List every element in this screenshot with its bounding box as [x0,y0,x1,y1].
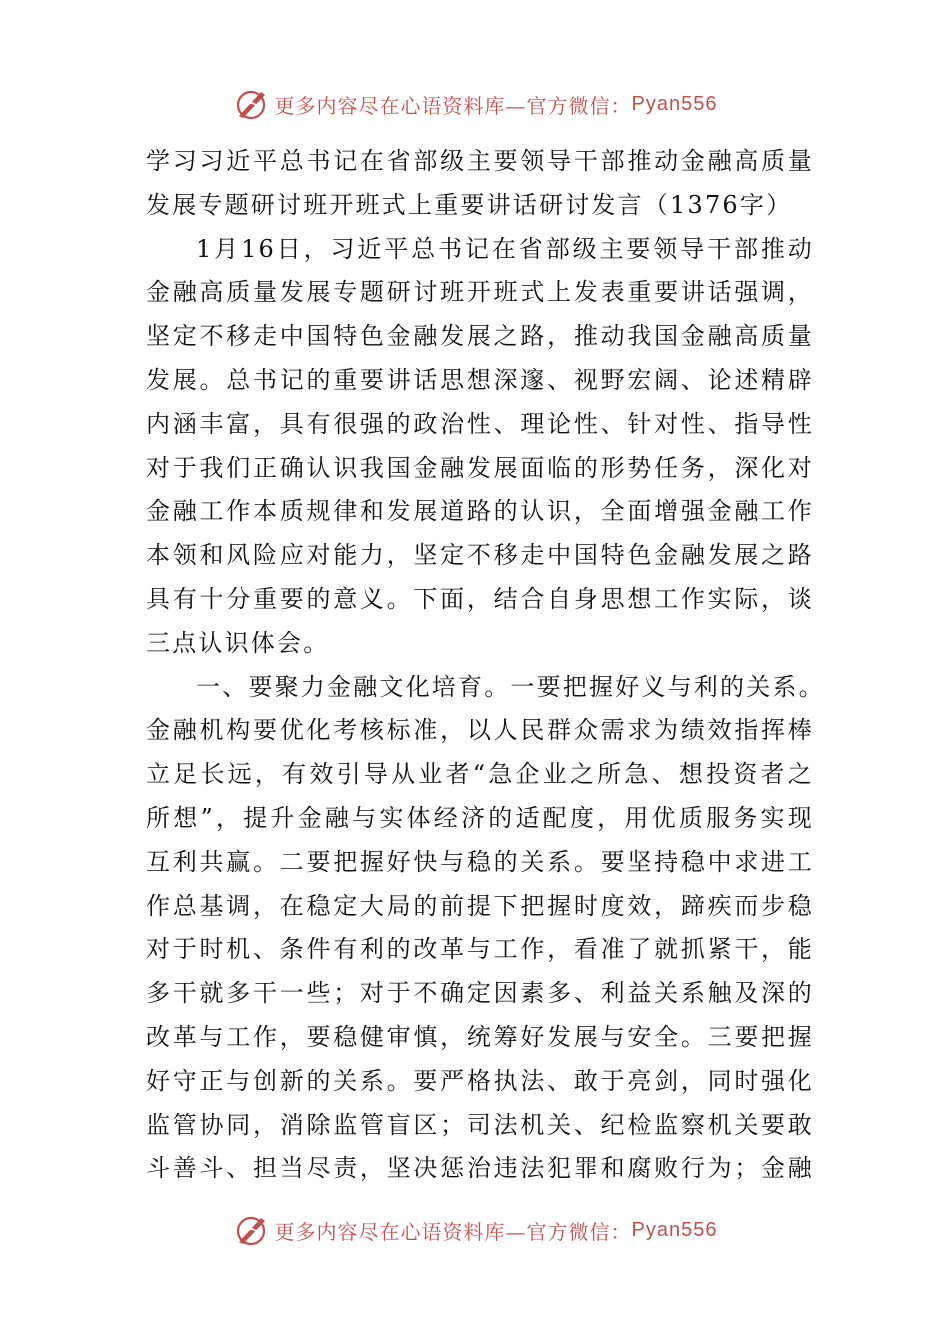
document-title-line: 发展专题研讨班开班式上重要讲话研讨发言（1376字） [146,190,793,219]
paragraph-line: 对于时机、条件有利的改革与工作，看准了就抓紧干，能 [146,935,814,964]
paragraph-line: 金融高质量发展专题研讨班开班式上发表重要讲话强调， [146,278,814,307]
document-title-line: 学习习近平总书记在省部级主要领导干部推动金融高质量 [146,147,814,175]
paragraph-line: 作总基调，在稳定大局的前提下把握时度效，蹄疾而步稳 [146,891,814,920]
paragraph-line: 互利共赢。二要把握好快与稳的关系。要坚持稳中求进工 [146,847,814,876]
paragraph-line: 具有十分重要的意义。下面，结合自身思想工作实际，谈 [146,584,814,613]
paragraph-line: 斗善斗、担当尽责，坚决惩治违法犯罪和腐败行为；金融 [146,1154,814,1183]
paragraph-line: 多干就多干一些；对于不确定因素多、利益关系触及深的 [146,979,814,1008]
paragraph-line: 1月16日，习近平总书记在省部级主要领导干部推动 [196,234,814,263]
banner-text: 更多内容尽在心语资料库—官方微信： [274,1219,632,1244]
pen-circle-icon [233,86,269,122]
document-body [146,140,825,1191]
paragraph-line: 所想”，提升金融与实体经济的适配度，用优质服务实现 [146,803,814,832]
paragraph-line: 金融工作本质规律和发展道路的认识，全面增强金融工作 [146,497,814,526]
paragraph-line: 对于我们正确认识我国金融发展面临的形势任务，深化对 [146,453,814,482]
header-banner [0,84,950,124]
paragraph-line: 监管协同，消除监管盲区；司法机关、纪检监察机关要敢 [146,1110,814,1139]
paragraph-line: 金融机构要优化考核标准，以人民群众需求为绩效指挥棒 [146,716,814,745]
paragraph-line: 坚定不移走中国特色金融发展之路，推动我国金融高质量 [146,322,814,351]
pen-circle-icon [233,1212,269,1248]
paragraph-line: 内涵丰富，具有很强的政治性、理论性、针对性、指导性 [146,409,814,438]
paragraph-line: 三点认识体会。 [146,628,330,657]
paragraph-line: 好守正与创新的关系。要严格执法、敢于亮剑，同时强化 [146,1066,814,1095]
paragraph-line: 改革与工作，要稳健审慎，统筹好发展与安全。三要把握 [146,1022,814,1051]
footer-banner [0,1210,950,1250]
banner-wechat-id: Pyan556 [631,92,718,115]
paragraph-line: 立足长远，有效引导从业者“急企业之所急、想投资者之 [146,760,814,789]
paragraph-line: 发展。总书记的重要讲话思想深邃、视野宏阔、论述精辟 [146,365,814,394]
banner-text: 更多内容尽在心语资料库—官方微信： [274,93,632,118]
paragraph-line: 本领和风险应对能力，坚定不移走中国特色金融发展之路 [146,541,814,570]
banner-wechat-id: Pyan556 [631,1218,718,1241]
paragraph-line: 一、要聚力金融文化培育。一要把握好义与利的关系。 [196,672,825,701]
